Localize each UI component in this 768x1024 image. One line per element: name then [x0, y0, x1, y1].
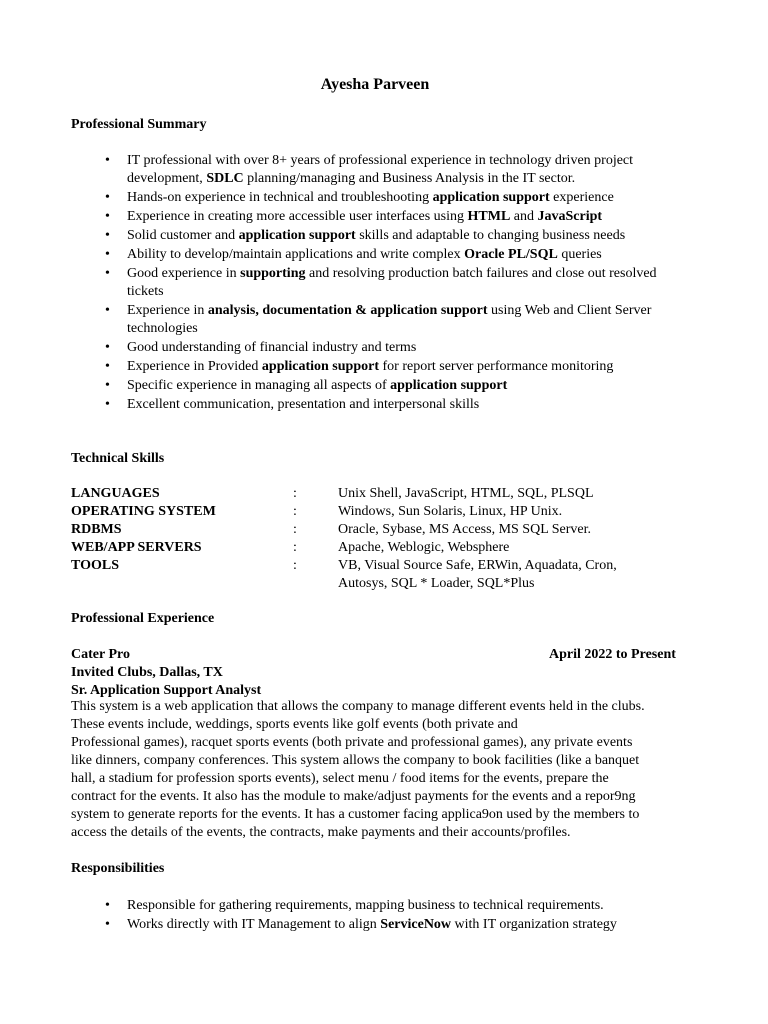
text: Experience in Provided [127, 359, 262, 374]
text: Ability to develop/maintain applications and write complex [127, 247, 465, 262]
text: and resolving production batch failures and close out resolved tickets [127, 266, 657, 299]
text: Solid customer and [127, 228, 239, 243]
bold-text: SDLC [206, 171, 244, 186]
description-line: contract for the events. It also has the module to make/adjust payments for the events and a repor9ng [71, 789, 636, 804]
summary-heading: Professional Summary [71, 117, 207, 132]
bullet-item [71, 189, 671, 207]
bullet-item [71, 152, 671, 188]
description-line: These events include, weddings, sports events like golf events (both private and [71, 717, 518, 732]
text: Experience in [127, 303, 208, 318]
bold-text: analysis, documentation & application support [207, 303, 488, 318]
skill-separator: : [293, 522, 297, 537]
description-line: This system is a web application that allows the company to manage different events held in the clubs. [71, 699, 645, 714]
bullet-item [71, 265, 671, 301]
description-line: Professional games), racquet sports events (both private and professional games), any private events [71, 735, 633, 750]
description-line: like dinners, company conferences. This system allows the company to book facilities (like a banquet [71, 753, 640, 768]
skill-separator: : [293, 486, 297, 501]
text: Good understanding of financial industry and terms [127, 340, 417, 355]
skills-heading: Technical Skills [71, 451, 165, 466]
company-name: Cater Pro [71, 647, 130, 662]
text: with IT organization strategy [451, 917, 617, 932]
job-date-range: April 2022 to Present [549, 647, 676, 662]
responsibilities-heading: Responsibilities [71, 861, 165, 876]
bullet-item [71, 396, 671, 414]
bullet-item [71, 227, 671, 245]
client-location: Invited Clubs, Dallas, TX [71, 665, 223, 680]
bullet-item [71, 897, 671, 915]
skill-separator: : [293, 504, 297, 519]
skill-value: VB, Visual Source Safe, ERWin, Aquadata, Cron, Autosys, SQL * Loader, SQL*Plus [338, 558, 617, 591]
bold-text: JavaScript [537, 209, 603, 224]
bullet-item [71, 208, 671, 226]
text: Responsible for gathering requirements, mapping business to technical requirements. [127, 898, 604, 913]
skill-label: LANGUAGES [71, 486, 160, 501]
experience-heading: Professional Experience [71, 611, 215, 626]
bold-text: supporting [240, 266, 306, 281]
bullet-item [71, 339, 671, 357]
bold-text: application support [261, 359, 379, 374]
bullet-item [71, 377, 671, 395]
skill-separator: : [293, 540, 297, 555]
job-title: Sr. Application Support Analyst [71, 683, 262, 698]
project-description [71, 698, 691, 842]
text: for report server performance monitoring [379, 359, 614, 374]
bold-text: HTML [467, 209, 511, 224]
text: IT professional with over 8+ years of professional experience in technology driven project development, [127, 153, 634, 186]
skill-label: OPERATING SYSTEM [71, 504, 216, 519]
description-line: access the details of the events, the contracts, make payments and their accounts/profiles. [71, 825, 571, 840]
bold-text: application support [238, 228, 356, 243]
text: Experience in creating more accessible user interfaces using [127, 209, 468, 224]
bullet-item [71, 358, 671, 376]
responsibilities-list [71, 897, 671, 935]
text: skills and adaptable to changing business needs [355, 228, 626, 243]
text: using Web and Client Server technologies [127, 303, 652, 336]
description-line: hall, a stadium for profession sports events), select menu / food items for the events, prepare the [71, 771, 609, 786]
skill-separator: : [293, 558, 297, 573]
text: and [510, 209, 538, 224]
text: experience [549, 190, 614, 205]
bullet-item [71, 302, 671, 338]
skill-value: Windows, Sun Solaris, Linux, HP Unix. [338, 504, 563, 519]
skill-value: Oracle, Sybase, MS Access, MS SQL Server. [338, 522, 592, 537]
bullet-item [71, 916, 671, 934]
skill-value: Apache, Weblogic, Websphere [338, 540, 510, 555]
text: planning/managing and Business Analysis in the IT sector. [243, 171, 576, 186]
summary-list [71, 152, 671, 415]
candidate-name: Ayesha Parveen [320, 76, 430, 93]
text: Works directly with IT Management to align [127, 917, 381, 932]
skill-value: Unix Shell, JavaScript, HTML, SQL, PLSQL [338, 486, 594, 501]
text: Excellent communication, presentation and interpersonal skills [127, 397, 480, 412]
bullet-item [71, 246, 671, 264]
text: Good experience in [127, 266, 241, 281]
skill-label: RDBMS [71, 522, 122, 537]
text: Hands-on experience in technical and troubleshooting [127, 190, 433, 205]
text: Specific experience in managing all aspects of [127, 378, 391, 393]
skill-label: WEB/APP SERVERS [71, 540, 202, 555]
description-line: system to generate reports for the events. It has a customer facing applica9on used by the members to [71, 807, 640, 822]
bold-text: application support [432, 190, 550, 205]
text: queries [557, 247, 602, 262]
bold-text: Oracle PL/SQL [464, 247, 558, 262]
skill-label: TOOLS [71, 558, 119, 573]
bold-text: ServiceNow [380, 917, 452, 932]
bold-text: application support [390, 378, 508, 393]
